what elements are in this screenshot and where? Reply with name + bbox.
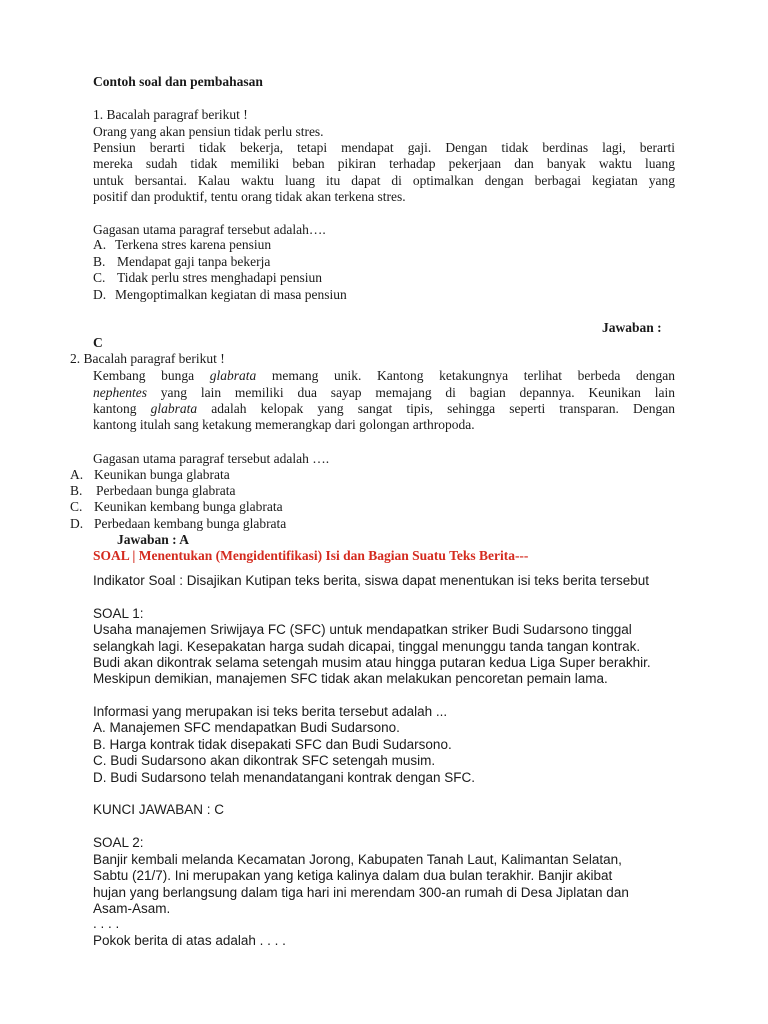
indicator-text: Indikator Soal : Disajikan Kutipan teks berita, siswa dapat menentukan isi teks berita tersebut	[93, 573, 650, 588]
q2-option-mark: B.	[70, 483, 83, 498]
q1-answer: C	[93, 335, 103, 350]
soal1-question: Informasi yang merupakan isi teks berita tersebut adalah ...	[93, 704, 448, 719]
soal1-paragraph-line: Meskipun demikian, manajemen SFC tidak akan melakukan pencoretan pemain lama.	[93, 671, 608, 686]
q2-paragraph-line: Kembang bunga glabrata memang unik. Kantong ketakungnya terlihat berbeda dengan	[93, 368, 675, 383]
q2-heading: 2. Bacalah paragraf berikut !	[70, 351, 225, 366]
soal1-label: SOAL 1:	[93, 606, 144, 621]
q1-option-mark: C.	[93, 270, 106, 285]
q2-option	[70, 467, 230, 483]
soal1-option: D. Budi Sudarsono telah menandatangani kontrak dengan SFC.	[93, 770, 476, 785]
soal2-paragraph-line: hujan yang berlangsung dalam tiga hari ini merendam 300-an rumah di Desa Jiplatan dan	[93, 885, 629, 900]
q2-answer: Jawaban : A	[117, 532, 190, 547]
q1-paragraph-line: positif dan produktif, tentu orang tidak akan terkena stres.	[93, 189, 406, 204]
q1-heading: 1. Bacalah paragraf berikut !	[93, 107, 248, 122]
q2-option	[70, 483, 235, 499]
q2-option	[70, 499, 283, 515]
soal1-paragraph-line: selangkah lagi. Kesepakatan harga sudah dicapai, tinggal menunggu tanda tangan kontrak.	[93, 639, 641, 654]
soal1-option: C. Budi Sudarsono akan dikontrak SFC setengah musim.	[93, 753, 436, 768]
q1-option-mark: D.	[93, 287, 107, 302]
q2-question: Gagasan utama paragraf tersebut adalah ….	[93, 451, 330, 466]
q1-option-text: Terkena stres karena pensiun	[115, 237, 272, 252]
q1-option-mark: A.	[93, 237, 107, 252]
q1-option	[93, 287, 347, 303]
soal2-question: Pokok berita di atas adalah . . . .	[93, 933, 286, 948]
q1-option	[93, 237, 271, 253]
q1-answer-label: Jawaban :	[602, 320, 662, 335]
q1-question: Gagasan utama paragraf tersebut adalah….	[93, 222, 326, 237]
q2-option-mark: C.	[70, 499, 83, 514]
q1-option	[93, 254, 270, 270]
soal1-answer-key: KUNCI JAWABAN : C	[93, 802, 225, 817]
q2-option-mark: A.	[70, 467, 84, 482]
section-heading: SOAL | Menentukan (Mengidentifikasi) Isi dan Bagian Suatu Teks Berita---	[93, 548, 529, 563]
soal1-option: A. Manajemen SFC mendapatkan Budi Sudarsono.	[93, 720, 400, 735]
q2-option-text: Keunikan bunga glabrata	[94, 467, 230, 482]
q1-paragraph-line: Orang yang akan pensiun tidak perlu stres.	[93, 124, 324, 139]
q2-option-text: Perbedaan kembang bunga glabrata	[94, 516, 287, 531]
q1-paragraph-line: mereka sudah tidak memiliki beban pikiran terhadap pekerjaan dan banyak waktu luang	[93, 156, 675, 171]
q1-option-text: Mendapat gaji tanpa bekerja	[117, 254, 271, 269]
soal2-label: SOAL 2:	[93, 835, 144, 850]
q1-option	[93, 270, 322, 286]
q2-paragraph-line: nephentes yang lain memiliki dua sayap memajang di bagian depannya. Keunikan lain	[93, 385, 675, 400]
soal1-option: B. Harga kontrak tidak disepakati SFC dan Budi Sudarsono.	[93, 737, 452, 752]
q1-paragraph-line: untuk bersantai. Kalau waktu luang itu dapat di optimalkan dengan berbagai kegiatan yang	[93, 173, 675, 188]
soal2-dots: . . . .	[93, 916, 120, 931]
q1-paragraph-line: Pensiun berarti tidak bekerja, tetapi mendapat gaji. Dengan tidak berdinas lagi, berarti	[93, 140, 675, 155]
soal2-paragraph-line: Asam-Asam.	[93, 901, 171, 916]
q2-option-mark: D.	[70, 516, 84, 531]
document-title: Contoh soal dan pembahasan	[93, 74, 263, 89]
q2-option-text: Perbedaan bunga glabrata	[96, 483, 236, 498]
q2-paragraph-line: kantong itulah sang ketakung memerangkap dari golongan arthropoda.	[93, 417, 475, 432]
soal1-paragraph-line: Budi akan dikontrak selama setengah musim atau hingga putaran kedua Liga Super berakhir.	[93, 655, 651, 670]
soal1-paragraph-line: Usaha manajemen Sriwijaya FC (SFC) untuk mendapatkan striker Budi Sudarsono tinggal	[93, 622, 632, 637]
q2-option	[70, 516, 286, 532]
q1-option-mark: B.	[93, 254, 106, 269]
q1-option-text: Mengoptimalkan kegiatan di masa pensiun	[115, 287, 347, 302]
q2-option-text: Keunikan kembang bunga glabrata	[94, 499, 283, 514]
soal2-paragraph-line: Sabtu (21/7). Ini merupakan yang ketiga kalinya dalam dua bulan terakhir. Banjir akibat	[93, 868, 613, 883]
q1-option-text: Tidak perlu stres menghadapi pensiun	[117, 270, 322, 285]
soal2-paragraph-line: Banjir kembali melanda Kecamatan Jorong, Kabupaten Tanah Laut, Kalimantan Selatan,	[93, 852, 622, 867]
q2-paragraph-line: kantong glabrata adalah kelopak yang sangat tipis, sehingga seperti transparan. Dengan	[93, 401, 675, 416]
